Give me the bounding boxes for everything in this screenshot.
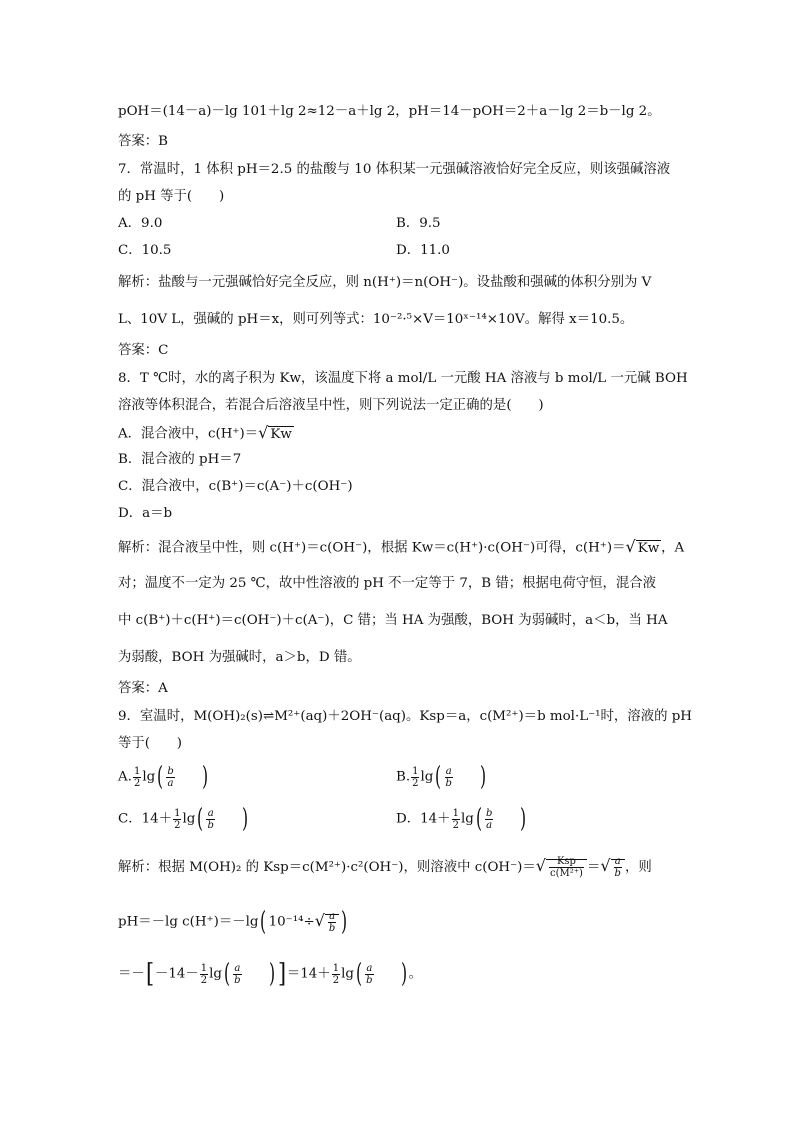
q8-explanation-cont: 对；温度不一定为 25 ℃，故中性溶液的 pH 不一定等于 7，B 错；根据电荷守恒，混合液: [118, 576, 657, 591]
q8-explanation-text: 解析：混合液呈中性，则 c(H⁺)＝c(OH⁻)，根据 Kw＝c(H⁺)·c(OH⁻)可得，c(H⁺)＝: [118, 540, 626, 556]
q8-explanation-cont: 为弱酸，BOH 为强碱时，a＞b，D 错。: [118, 650, 361, 665]
q7-option-d: D．11.0: [396, 243, 450, 258]
q7-explanation: 解析：盐酸与一元强碱恰好完全反应，则 n(H⁺)＝n(OH⁻)。设盐酸和强碱的体积分别为 V: [118, 275, 652, 290]
fraction-half: $\frac{1}{2}$: [332, 962, 340, 986]
q9-option-a: A. $\frac{1}{2}$ lg( $\frac{b}{a}$ ): [118, 762, 208, 792]
fraction-half: $\frac{1}{2}$: [412, 765, 419, 789]
q8-option-a-text: A．混合液中，c(H⁺)＝: [118, 426, 259, 442]
q7-answer: 答案：C: [118, 343, 169, 358]
fraction-half: $\frac{1}{2}$: [452, 807, 459, 831]
sqrt-kw: √ Kw: [258, 423, 292, 442]
question-7-stem-cont: 的 pH 等于( ): [118, 189, 225, 204]
question-8-stem: 8．T ℃时，水的离子积为 Kw，该温度下将 a mol/L 一元酸 HA 溶液与 b mol/L 一元碱 BOH: [118, 371, 688, 386]
q8-explanation-end: ，A: [661, 540, 685, 556]
sqrt-kw: √ Kw: [625, 537, 660, 556]
q8-option-d: D．a＝b: [118, 506, 173, 521]
fraction-b-over-a: $\frac{b}{a}$: [485, 807, 493, 831]
q8-answer: 答案：A: [118, 681, 168, 696]
fraction-half: $\frac{1}{2}$: [174, 807, 181, 831]
q8-option-c: C．混合液中，c(B⁺)＝c(A⁻)＋c(OH⁻): [118, 479, 353, 494]
q9-option-d: D．14＋ $\frac{1}{2}$ lg( $\frac{b}{a}$ ): [396, 804, 527, 834]
q8-option-b: B．混合液的 pH＝7: [118, 452, 242, 467]
q9-option-b: B. $\frac{1}{2}$ lg( $\frac{a}{b}$ ): [396, 762, 487, 792]
fraction-half: $\frac{1}{2}$: [133, 765, 141, 789]
fraction-a-over-b: $\frac{a}{b}$: [207, 807, 214, 831]
fraction-a-over-b: $\frac{a}{b}$: [445, 765, 452, 789]
q9-explanation-cont: ＝－[－14－ $\frac{1}{2}$ lg( $\frac{a}{b}$ ) ]＝14＋ $\frac{1}{2}$ lg( $\frac{a}{b}$ ) 。: [118, 959, 423, 989]
answer-line: 答案：B: [118, 134, 169, 149]
sqrt-a-over-b: √ $\frac{a}{b}$: [600, 856, 625, 879]
question-7-stem: 7．常温时，1 体积 pH＝2.5 的盐酸与 10 体积某一元强碱溶液恰好完全反应，则该强碱溶液: [118, 162, 671, 177]
question-9-stem: 9．室温时，M(OH)₂(s)⇌M²⁺(aq)＋2OH⁻(aq)。Ksp＝a，c(M²⁺)＝b mol·L⁻¹时，溶液的 pH: [118, 709, 692, 724]
question-9-stem-cont: 等于( ): [118, 736, 183, 751]
q8-explanation: [118, 538, 684, 558]
q7-explanation-cont: L、10V L，强碱的 pH＝x，则可列等式：10⁻²·⁵×V＝10ˣ⁻¹⁴×10V。解得 x＝10.5。: [118, 312, 634, 327]
q8-option-a: [118, 424, 294, 444]
q9-option-c: C．14＋ $\frac{1}{2}$ lg( $\frac{a}{b}$ ): [118, 804, 248, 834]
sqrt-ksp-over-cm: √ $\frac{\text{Ksp}}{\text{c(M²⁺)}}$: [536, 856, 587, 879]
explanation-line: pOH＝(14－a)－lg 101＋lg 2≈12－a＋lg 2，pH＝14－pOH＝2＋a－lg 2＝b－lg 2。: [118, 104, 661, 119]
q9-explanation: 解析：根据 M(OH)₂ 的 Ksp＝c(M²⁺)·c²(OH⁻)，则溶液中 c(OH⁻)＝√ $\frac{\text{Ksp}}{\text{c(M²⁺)}}$ ＝√ $\frac{a}{b}$ ，则: [118, 856, 652, 879]
sqrt-a-over-b: √ $\frac{a}{b}$: [315, 911, 340, 934]
fraction-b-over-a: $\frac{b}{a}$: [167, 765, 174, 789]
fraction-half: $\frac{1}{2}$: [200, 962, 208, 986]
q9-explanation-cont: pH＝－lg c(H⁺)＝－lg( 10⁻¹⁴÷√ $\frac{a}{b}$ ): [118, 907, 348, 937]
q7-option-a: A．9.0: [118, 216, 163, 231]
q7-option-b: B．9.5: [396, 216, 441, 231]
q8-explanation-cont: 中 c(B⁺)＋c(H⁺)＝c(OH⁻)＋c(A⁻)，C 错；当 HA 为强酸，BOH 为弱碱时，a＜b，当 HA: [118, 613, 668, 628]
question-8-stem-cont: 溶液等体积混合，若混合后溶液呈中性，则下列说法一定正确的是( ): [118, 398, 544, 413]
q7-option-c: C．10.5: [118, 243, 172, 258]
